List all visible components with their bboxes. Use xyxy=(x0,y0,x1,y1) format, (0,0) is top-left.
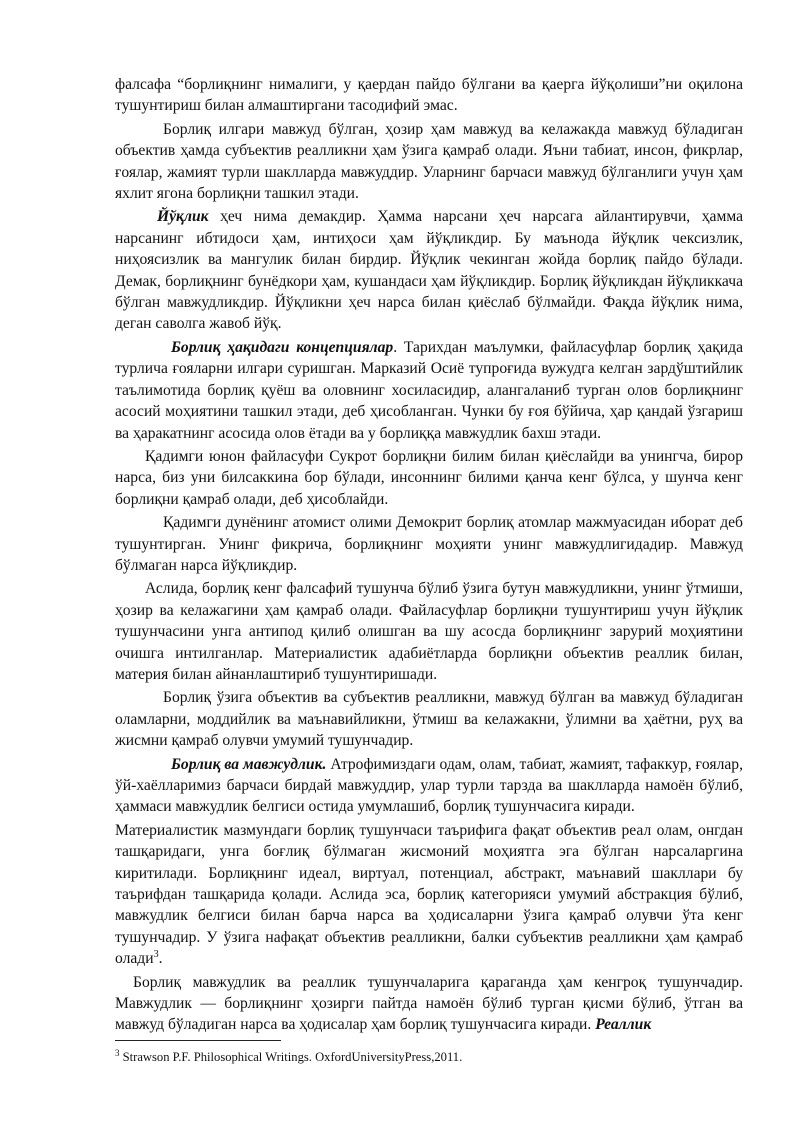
document-page xyxy=(115,74,743,1065)
term-heading: Йўқлик xyxy=(157,208,209,226)
section-heading: Борлиқ ва мавжудлик. xyxy=(171,755,327,773)
paragraph-text: Борлиқ мавжудлик ва реаллик тушунчаларига қараганда ҳам кенгроқ тушунчадир. Мавжудлик — борлиқнинг ҳозирги пайтда намоён бўлиб турган қисми бўлиб, ўтган ва мавжуд бўладиган нарса ва ҳодисалар ҳам борлиқ тушунчасига киради. xyxy=(115,973,743,1034)
paragraph xyxy=(115,820,743,970)
paragraph: Қадимги дунёнинг атомист олими Демокрит борлиқ атомлар мажмуасидан иборат деб тушунтирган. Унинг фикрича, борлиқнинг моҳияти унинг мавжудлигидадир. Мавжуд бўлмаган нарса йўқликдир. xyxy=(115,514,743,574)
paragraph xyxy=(115,337,743,444)
paragraph-text: Атрофимиздаги одам, олам, табиат, жамият, тафаккур, ғоялар, ўй-хаёлларимиз барчаси бирдай мавжуддир, улар турли тарзда ва шаклларда намоён бўлиб, ҳаммаси мавжудлик белгиси остида умумлашиб, борлиқ тушунчасига киради. xyxy=(115,755,744,816)
paragraph: фалсафа “борлиқнинг нималиги, у қаердан пайдо бўлгани ва қаерга йўқолиши”ни оқилона тушунтириш билан алмаштиргани тасодифий эмас. xyxy=(115,76,743,115)
section-heading: Борлиқ ҳақидаги концепциялар xyxy=(171,338,394,356)
paragraph: Қадимги юнон файласуфи Сукрот борлиқни билим билан қиёслайди ва унингча, бирор нарса, биз уни билсаккина бор бўлади, инсоннинг билими қанча кенг бўлса, у шунча кенг борлиқни қамраб олади, деб ҳисоблайди. xyxy=(115,447,743,508)
footnote-divider xyxy=(115,1040,281,1041)
paragraph xyxy=(115,972,743,1036)
paragraph: Аслида, борлиқ кенг фалсафий тушунча бўлиб ўзига бутун мавжудликни, унинг ўтмиши, ҳозир ва келажагини ҳам қамраб олади. Файласуфлар борлиқни тушунтириш учун йўқлик тушунчасини унга антипод қилиб олишган ва шу асосда борлиқнинг зарурий моҳиятини очишга интилганлар. Материалистик адабиётларда борлиқни объектив реаллик билан, материя билан айнанлаштириб тушунтиришади. xyxy=(115,580,743,683)
paragraph-text: . xyxy=(158,950,163,968)
footnote xyxy=(115,1049,743,1065)
paragraph: Борлиқ ўзига объектив ва субъектив реалликни, мавжуд бўлган ва мавжуд бўладиган оламларни, моддийлик ва маънавийликни, ўтмиш ва келажакни, ўлимни ва ҳаётни, руҳ ва жисмни қамраб олувчи умумий тушунчадир. xyxy=(115,689,743,750)
paragraph xyxy=(115,206,743,334)
paragraph-text: ҳеч нима демакдир. Ҳамма нарсани ҳеч нарсага айлантирувчи, ҳамма нарсанинг ибтидоси ҳам, интиҳоси ҳам йўқликдир. Бу маънода йўқлик чексизлик, ниҳоясизлик ва мангулик билан бирдир. Йўқлик чекинган жойда борлиқ пайдо бўлади. Демак, борлиқнинг бунёдкори ҳам, кушандаси ҳам йўқликдир. Борлиқ йўқликдан йўқликкача бўлган мавжудликдир. Йўқликни ҳеч нарса билан қиёслаб бўлмайди. Фақда йўқлик нима, деган саволга жавоб йўқ. xyxy=(115,208,743,333)
footnote-number: 3 xyxy=(115,1047,120,1058)
footnote-text: Strawson P.F. Philosophical Writings. OxfordUniversityPress,2011. xyxy=(119,1049,463,1064)
footnote-ref: 3 xyxy=(153,949,159,961)
paragraph xyxy=(115,754,743,818)
paragraph-text: Материалистик мазмундаги борлиқ тушунчаси таърифига фақат объектив реал олам, онгдан ташқаридаги, унга боғлиқ бўлмаган жисмоний моҳиятга эга бўлган нарсаларгина киритилади. Борлиқнинг идеал, виртуал, потенциал, абстракт, маънавий шакллари бу таърифдан ташқарида қолади. Аслида эса, борлиқ категорияси умумий абстракция бўлиб, мавжудлик белгиси билан барча нарса ва ҳодисаларни ўзига қамраб олувчи ўта кенг тушунчадир. У ўзига нафақат объектив реалликни, балки субъектив реалликни ҳам қамраб олади xyxy=(115,821,743,968)
term-heading: Реаллик xyxy=(595,1016,652,1034)
paragraph-text: . Тарихдан маълумки, файласуфлар борлиқ ҳақида турлича ғояларни илгари суришган. Марказий Осиё тупроғида вужудга келган зардўштийлик таълимотида борлиқ қуёш ва оловнинг хосиласидир, алангаланиб турган олов борлиқнинг асосий моҳиятини ташкил этади, деб ҳисобланган. Чунки бу ғоя бўйича, ҳар қандай ўзгариш ва ҳаракатнинг асосида олов ётади ва у борлиққа мавжудлик бахш этади. xyxy=(115,338,743,442)
paragraph: Борлиқ илгари мавжуд бўлган, ҳозир ҳам мавжуд ва келажакда мавжуд бўладиган объектив ҳамда субъектив реалликни ҳам ўзига қамраб олади. Яъни табиат, инсон, фикрлар, ғоялар, жамият турли шаклларда мавжуддир. Уларнинг барчаси мавжуд бўлганлиги учун ҳам яхлит ягона борлиқни ташкил этади. xyxy=(115,120,743,203)
